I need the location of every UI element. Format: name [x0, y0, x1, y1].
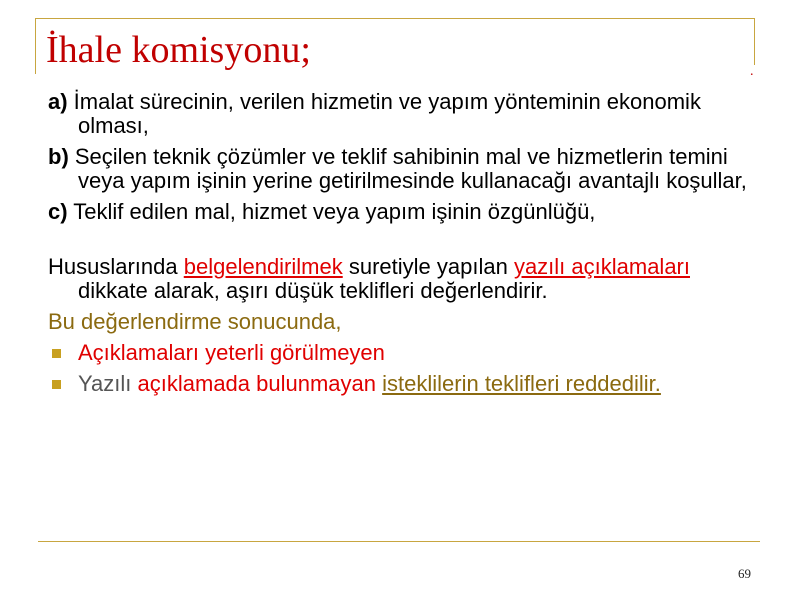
item-b-label: b)	[48, 144, 69, 169]
item-a-label: a)	[48, 89, 68, 114]
item-c-label: c)	[48, 199, 68, 224]
item-c-text: Teklif edilen mal, hizmet veya yapım işinin özgünlüğü,	[67, 199, 596, 224]
item-a	[48, 90, 748, 138]
bullet-2-text-a: Yazılı	[78, 371, 138, 396]
husus-text-2: suretiyle yapılan	[342, 254, 514, 279]
square-bullet-icon	[52, 380, 61, 389]
square-bullet-icon	[52, 349, 61, 358]
footer-divider	[38, 541, 760, 542]
page-number: 69	[738, 566, 751, 581]
slide-title: İhale komisyonu;	[46, 29, 311, 71]
husus-paragraph	[48, 255, 748, 303]
yazili-aciklamalari-link[interactable]: yazılı açıklamaları	[513, 254, 690, 279]
frame-left-line	[35, 18, 36, 74]
bullet-1-text: Açıklamaları yeterli görülmeyen	[78, 340, 385, 365]
bullet-2-text-b: açıklamada bulunmayan	[137, 371, 376, 396]
frame-right-line	[754, 18, 755, 65]
husus-text-3: dikkate alarak, aşırı düşük teklifleri değerlendirir.	[78, 278, 548, 303]
item-c	[48, 200, 748, 224]
item-b-text: Seçilen teknik çözümler ve teklif sahibinin mal ve hizmetlerin temini veya yapım işinin yerine getirilmesinde kullanacağı avantajlı koşullar,	[68, 144, 747, 193]
item-b	[48, 145, 748, 193]
isteklilerin-teklifleri-link[interactable]: isteklilerin teklifleri reddedilir.	[382, 371, 661, 396]
slide-content	[48, 90, 748, 396]
frame-top-line	[35, 18, 755, 19]
belgelendirilmek-link[interactable]: belgelendirilmek	[183, 254, 343, 279]
result-intro: Bu değerlendirme sonucunda,	[48, 309, 342, 334]
bullet-item-1	[48, 341, 748, 365]
item-a-text: İmalat sürecinin, verilen hizmetin ve yapım yönteminin ekonomik olması,	[67, 89, 701, 138]
bullet-item-2	[48, 372, 748, 396]
husus-text-1: Hususlarında	[48, 254, 184, 279]
title-dot: .	[750, 64, 754, 79]
